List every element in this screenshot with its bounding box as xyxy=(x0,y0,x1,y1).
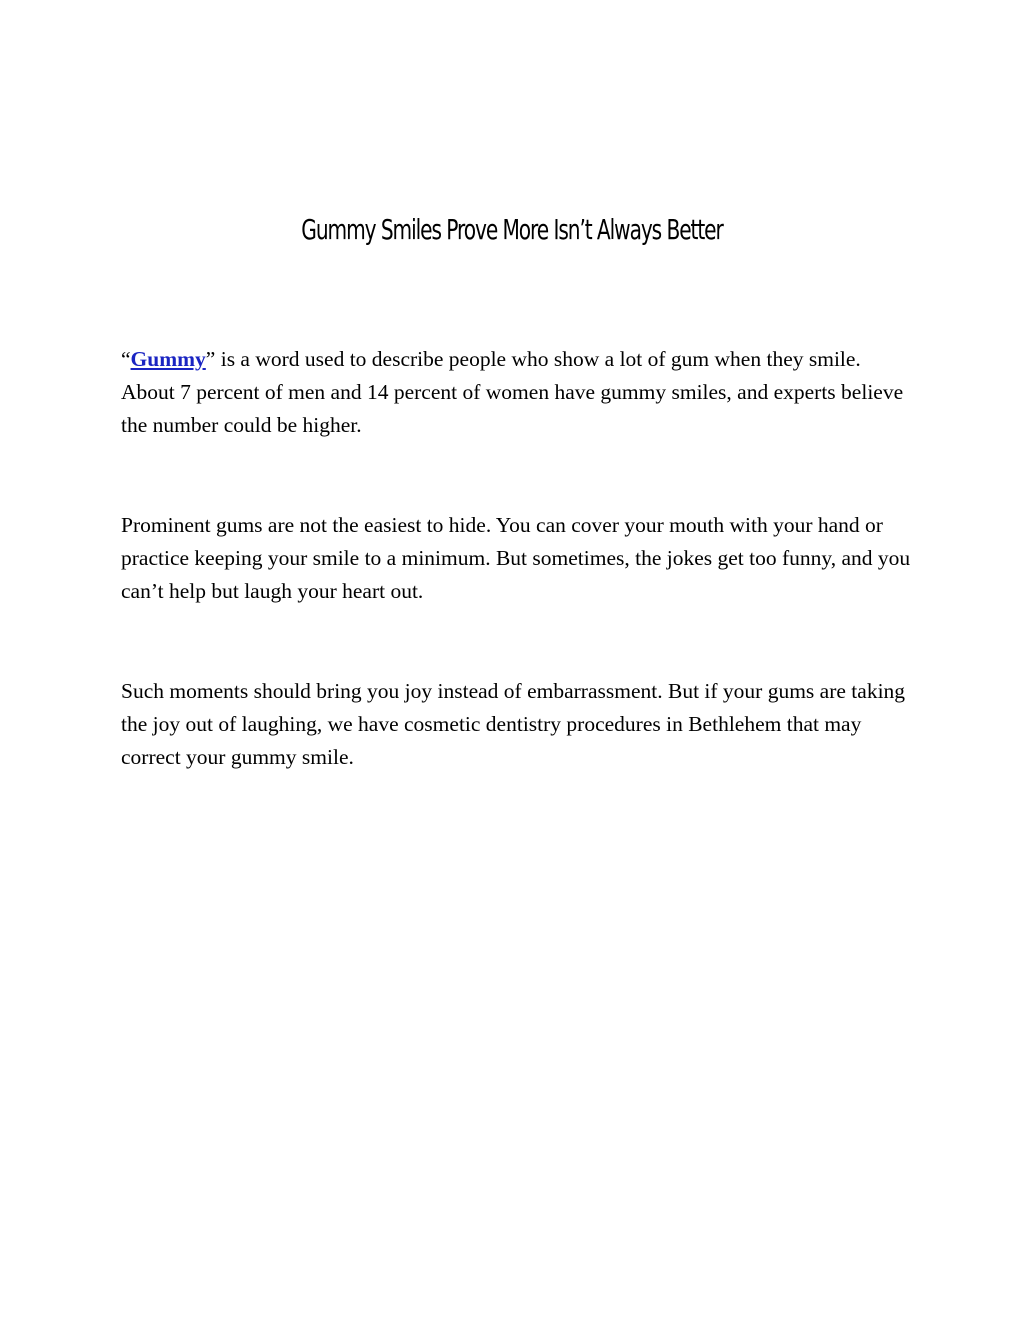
open-quote: “ xyxy=(121,347,131,371)
paragraph-cosmetic-dentistry: Such moments should bring you joy instead of embarrassment. But if your gums are taking the joy out of laughing, we have cosmetic dentistry procedures in Bethlehem that may correct your gummy smile. xyxy=(121,679,906,769)
paragraph-intro-text: ” is a word used to describe people who show a lot of gum when they smile. About 7 percent of men and 14 percent of women have gummy smiles, and experts believe the number could be higher. xyxy=(121,347,904,437)
paragraph-prominent-gums: Prominent gums are not the easiest to hide. You can cover your mouth with your hand or practice keeping your smile to a minimum. But sometimes, the jokes get too funny, and you can’t help but laugh your heart out. xyxy=(121,513,911,603)
paragraph-intro xyxy=(121,343,911,442)
gummy-link[interactable]: Gummy xyxy=(130,347,206,371)
page-title: Gummy Smiles Prove More Isn’t Always Better xyxy=(301,213,723,246)
